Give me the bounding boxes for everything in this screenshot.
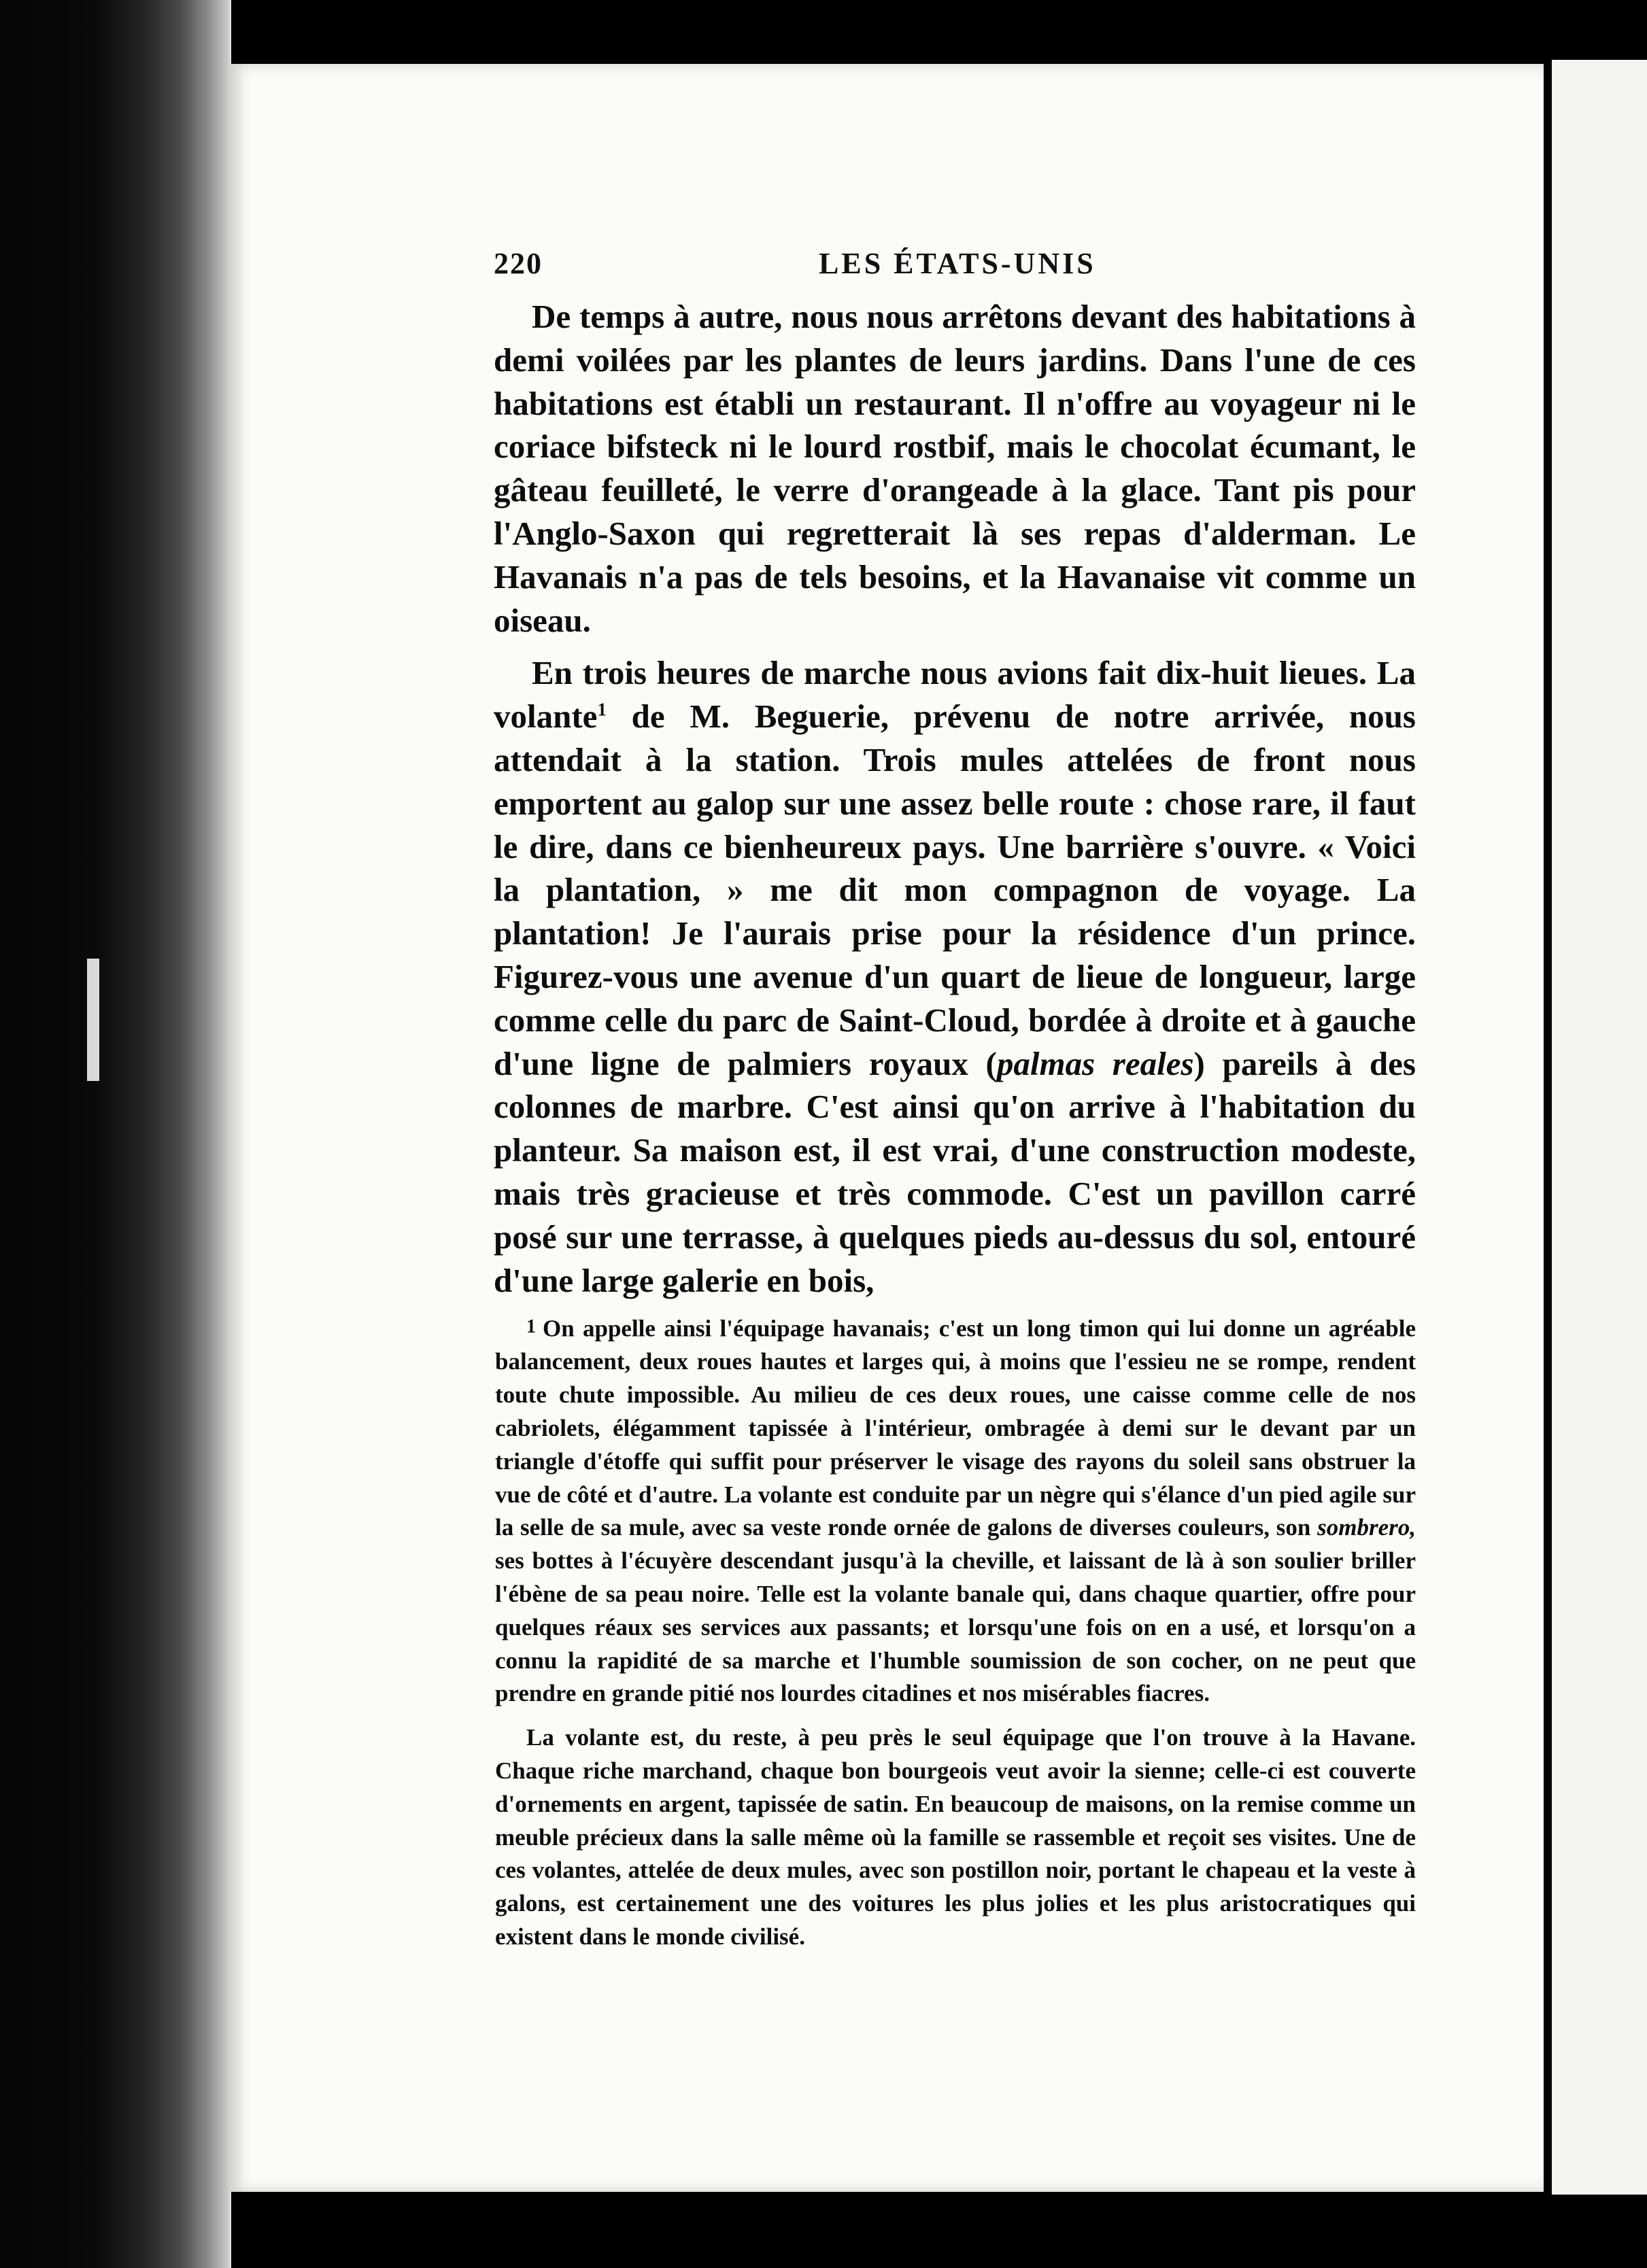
footnote-italic-term: sombrero, (1317, 1514, 1416, 1541)
footnote-marker: 1 (526, 1316, 536, 1337)
footnote-paragraph-1 (495, 1311, 1416, 1711)
adjacent-page-edge (1552, 60, 1647, 2195)
page-number: 220 (494, 247, 543, 280)
main-text (494, 295, 1416, 1302)
footnote-part-a: On appelle ainsi l'équipage havanais; c'est un long timon qui lui donne un agréable balancement, deux roues hautes et larges qui, à moins que l'essieu ne se rompe, rendent toute chute impossible. Au milieu de ces deux roues, une caisse comme celle de nos cabriolets, élégamment tapissée à l'intérieur, ombragée à demi sur le devant par un triangle d'étoffe qui suffit pour préserver le visage des rayons du soleil sans obstruer la vue de côté et d'autre. La volante est conduite par un nègre qui s'élance d'un pied agile sur la selle de sa mule, avec sa veste ronde ornée de galons de diverses couleurs, son (495, 1315, 1416, 1541)
footnote-part-b: ses bottes à l'écuyère descendant jusqu'à la cheville, et laissant de là à son soulier briller l'ébène de sa peau noire. Telle est la volante banale qui, dans chaque quartier, offre pour quelques réaux ses services aux passants; et lorsqu'une fois on en a usé, et lorsqu'on a connu la rapidité de sa marche et l'humble soumission de son cocher, on ne peut que prendre en grande pitié nos lourdes citadines et nos misérables fiacres. (495, 1547, 1416, 1707)
footnote-paragraph-2: La volante est, du reste, à peu près le seul équipage que l'on trouve à la Havane. Chaque riche marchand, chaque bon bourgeois veut avoir la sienne; celle-ci est couverte d'ornements en argent, tapissée de satin. En beaucoup de maisons, on la remise comme un meuble précieux dans la salle même où la famille se rassemble et reçoit ses visites. Une de ces volantes, attelée de deux mules, avec son postillon noir, portant le chapeau et la veste à galons, est certainement une des voitures les plus jolies et les plus aristocratiques qui existent dans le monde civilisé. (495, 1724, 1416, 1950)
paragraph-2-part-b: de M. Beguerie, prévenu de notre arrivée, nous attendait à la station. Trois mules attelées de front nous emportent au galop sur une assez belle route : chose rare, il faut le dire, dans ce bienheureux pays. Une barrière s'ouvre. « Voici la plantation, » me dit mon compagnon de voyage. La plantation! Je l'aurais prise pour la résidence d'un prince. Figurez-vous une avenue d'un quart de lieue de longueur, large comme celle du parc de Saint-Cloud, bordée à droite et à gauche d'une ligne de palmiers royaux ( (494, 698, 1416, 1082)
italic-term: palmas reales (996, 1044, 1194, 1082)
footnote (495, 1311, 1416, 1954)
paragraph-2-part-a: En trois heures de marche nous avions fait dix-huit lieues. La volante (494, 654, 1416, 736)
footnote-reference[interactable]: 1 (597, 699, 607, 720)
paragraph-2 (494, 651, 1416, 1302)
paragraph-1: De temps à autre, nous nous arrêtons devant des habitations à demi voilées par les plantes de leurs jardins. Dans l'une de ces habitations est établi un restaurant. Il n'offre au voyageur ni le coriace bifsteck ni le lourd rostbif, mais le chocolat écumant, le gâteau feuilleté, le verre d'orangeade à la glace. Tant pis pour l'Anglo-Saxon qui regretterait là ses repas d'alderman. Le Havanais n'a pas de tels besoins, et la Havanaise vit comme un oiseau. (494, 298, 1416, 639)
gutter-streak (87, 959, 99, 1081)
paragraph-2-part-c: ) pareils à des colonnes de marbre. C'est ainsi qu'on arrive à l'habitation du planteur. Sa maison est, il est vrai, d'une construction modeste, mais très gracieuse et très commode. C'est un pavillon carré posé sur une terrasse, à quelques pieds au-dessus du sol, entouré d'une large galerie en bois, (494, 1044, 1416, 1299)
book-binding-gutter (0, 0, 231, 2268)
running-title: LES ÉTATS-UNIS (819, 247, 1096, 280)
